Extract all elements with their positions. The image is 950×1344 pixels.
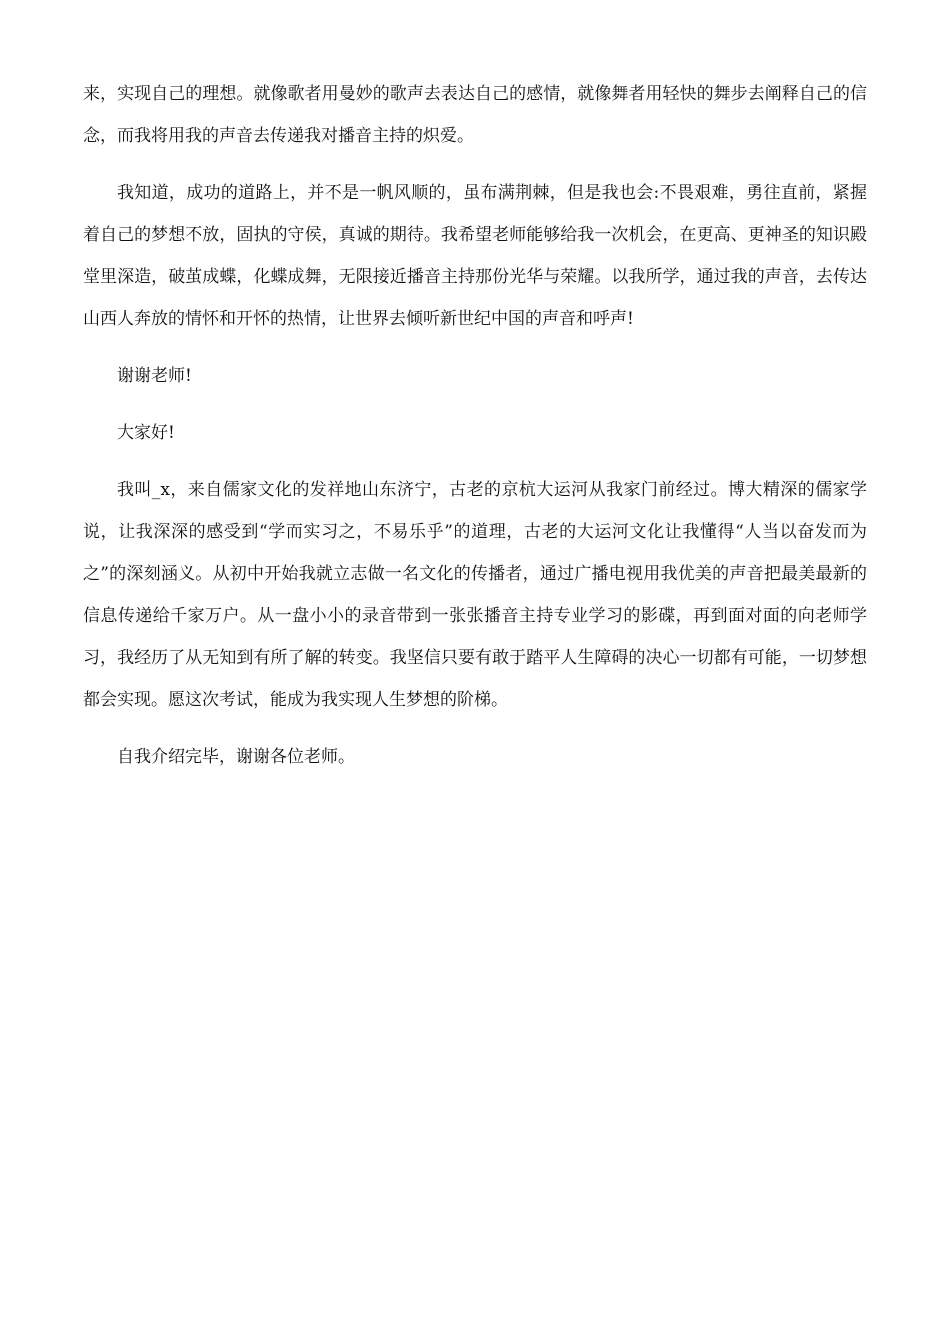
paragraph-determination: 我知道，成功的道路上，并不是一帆风顺的，虽布满荆棘，但是我也会:不畏艰难，勇往直前，紧握着自己的梦想不放，固执的守侯，真诚的期待。我希望老师能够给我一次机会，在更高、更神圣的知识殿堂里深造，破茧成蝶，化蝶成舞，无限接近播音主持那份光华与荣耀。以我所学，通过我的声音，去传达山西人奔放的情怀和开怀的热情，让世界去倾听新世纪中国的声音和呼声! — [83, 183, 867, 329]
paragraph-greeting: 大家好! — [117, 423, 175, 443]
paragraph-self-introduction: 我叫_x，来自儒家文化的发祥地山东济宁，古老的京杭大运河从我家门前经过。博大精深的儒家学说，让我深深的感受到“学而实习之，不易乐乎”的道理，古老的大运河文化让我懂得“人当以奋发而为之”的深刻涵义。从初中开始我就立志做一名文化的传播者，通过广播电视用我优美的声音把最美最新的信息传递给千家万户。从一盘小小的录音带到一张张播音主持专业学习的影碟，再到面对面的向老师学习，我经历了从无知到有所了解的转变。我坚信只要有敢于踏平人生障碍的决心一切都有可能，一切梦想都会实现。愿这次考试，能成为我实现人生梦想的阶梯。 — [83, 480, 867, 710]
paragraph-closing: 自我介绍完毕，谢谢各位老师。 — [117, 747, 355, 767]
paragraph-thanks: 谢谢老师! — [117, 366, 192, 386]
document-body — [83, 73, 867, 793]
paragraph-continuation: 来，实现自己的理想。就像歌者用曼妙的歌声去表达自己的感情，就像舞者用轻快的舞步去阐释自己的信念，而我将用我的声音去传递我对播音主持的炽爱。 — [83, 84, 867, 146]
